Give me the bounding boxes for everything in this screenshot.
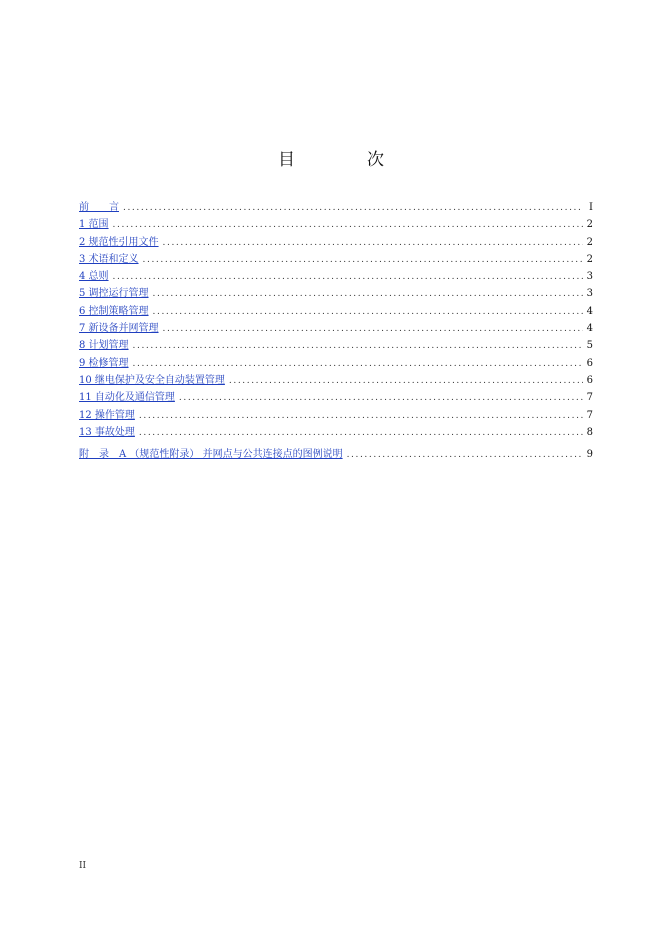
toc-title-left: 目 <box>278 150 295 170</box>
toc-entry-label[interactable]: 3 术语和定义 <box>79 253 139 265</box>
toc-entry-label[interactable]: 附 录 A （规范性附录） 并网点与公共连接点的图例说明 <box>79 449 343 461</box>
toc-entry-page: 5 <box>586 340 593 352</box>
toc-entry-page: 6 <box>586 357 593 369</box>
toc-dot-leader <box>179 390 583 407</box>
toc-entry-page: 6 <box>586 374 593 386</box>
toc-entry-9[interactable] <box>79 355 593 372</box>
toc-entry-label[interactable]: 12 操作管理 <box>79 409 135 421</box>
toc-dot-leader <box>163 321 583 338</box>
toc-entry-7[interactable] <box>79 320 593 337</box>
toc-dot-leader <box>143 252 583 269</box>
toc-title-right: 次 <box>367 150 384 170</box>
toc-entry-page: I <box>589 202 593 213</box>
page-number: II <box>79 861 87 871</box>
toc-entry-10[interactable] <box>79 372 593 389</box>
toc-entry-label[interactable]: 10 继电保护及安全自动装置管理 <box>79 374 225 386</box>
toc-entry-2[interactable] <box>79 234 593 251</box>
toc-entry-12[interactable] <box>79 407 593 424</box>
toc-entry-3[interactable] <box>79 251 593 268</box>
toc-entry-page: 7 <box>586 409 593 421</box>
toc-entry-page: 4 <box>586 323 593 335</box>
toc-entry-5[interactable] <box>79 285 593 302</box>
toc-entry-label[interactable]: 2 规范性引用文件 <box>79 236 159 248</box>
toc-dot-leader <box>153 286 583 303</box>
toc-entry-page: 2 <box>586 253 593 265</box>
toc-entry-4[interactable] <box>79 268 593 285</box>
toc-entry-page: 3 <box>586 288 593 300</box>
toc-entry-page: 3 <box>586 271 593 283</box>
toc-entry-8[interactable] <box>79 337 593 354</box>
toc-title <box>0 145 662 170</box>
toc-entry-11[interactable] <box>79 389 593 406</box>
toc-entry-page: 2 <box>586 219 593 231</box>
toc-entry-label[interactable]: 前 言 <box>79 202 119 213</box>
toc-entry-label[interactable]: 13 事故处理 <box>79 426 135 438</box>
toc-dot-leader <box>113 217 583 234</box>
toc-entry-6[interactable] <box>79 303 593 320</box>
toc-dot-leader <box>139 425 583 442</box>
toc-dot-leader <box>163 235 583 252</box>
toc-dot-leader <box>113 269 583 286</box>
toc-entry-1[interactable] <box>79 216 593 233</box>
toc-entry-page: 8 <box>586 426 593 438</box>
toc-dot-leader <box>153 304 583 321</box>
toc-entry-label[interactable]: 4 总则 <box>79 271 109 283</box>
toc-entry-label[interactable]: 6 控制策略管理 <box>79 305 149 317</box>
toc-list <box>79 199 593 463</box>
toc-entry-label[interactable]: 7 新设备并网管理 <box>79 323 159 335</box>
toc-dot-leader <box>347 447 583 464</box>
toc-entry-label[interactable]: 11 自动化及通信管理 <box>79 392 175 404</box>
toc-entry-foreword[interactable] <box>79 199 593 216</box>
toc-entry-page: 2 <box>586 236 593 248</box>
toc-dot-leader <box>133 338 583 355</box>
toc-entry-label[interactable]: 5 调控运行管理 <box>79 288 149 300</box>
toc-entry-page: 7 <box>586 392 593 404</box>
toc-entry-13[interactable] <box>79 424 593 441</box>
toc-entry-label[interactable]: 8 计划管理 <box>79 340 129 352</box>
toc-dot-leader <box>229 373 583 390</box>
toc-dot-leader <box>133 356 583 373</box>
toc-entry-label[interactable]: 1 范围 <box>79 219 109 231</box>
toc-entry-label[interactable]: 9 检修管理 <box>79 357 129 369</box>
toc-entry-page: 9 <box>586 449 593 461</box>
toc-dot-leader <box>123 200 583 217</box>
toc-entry-page: 4 <box>586 305 593 317</box>
toc-dot-leader <box>139 408 583 425</box>
toc-entry-appendix-a[interactable] <box>79 446 593 463</box>
